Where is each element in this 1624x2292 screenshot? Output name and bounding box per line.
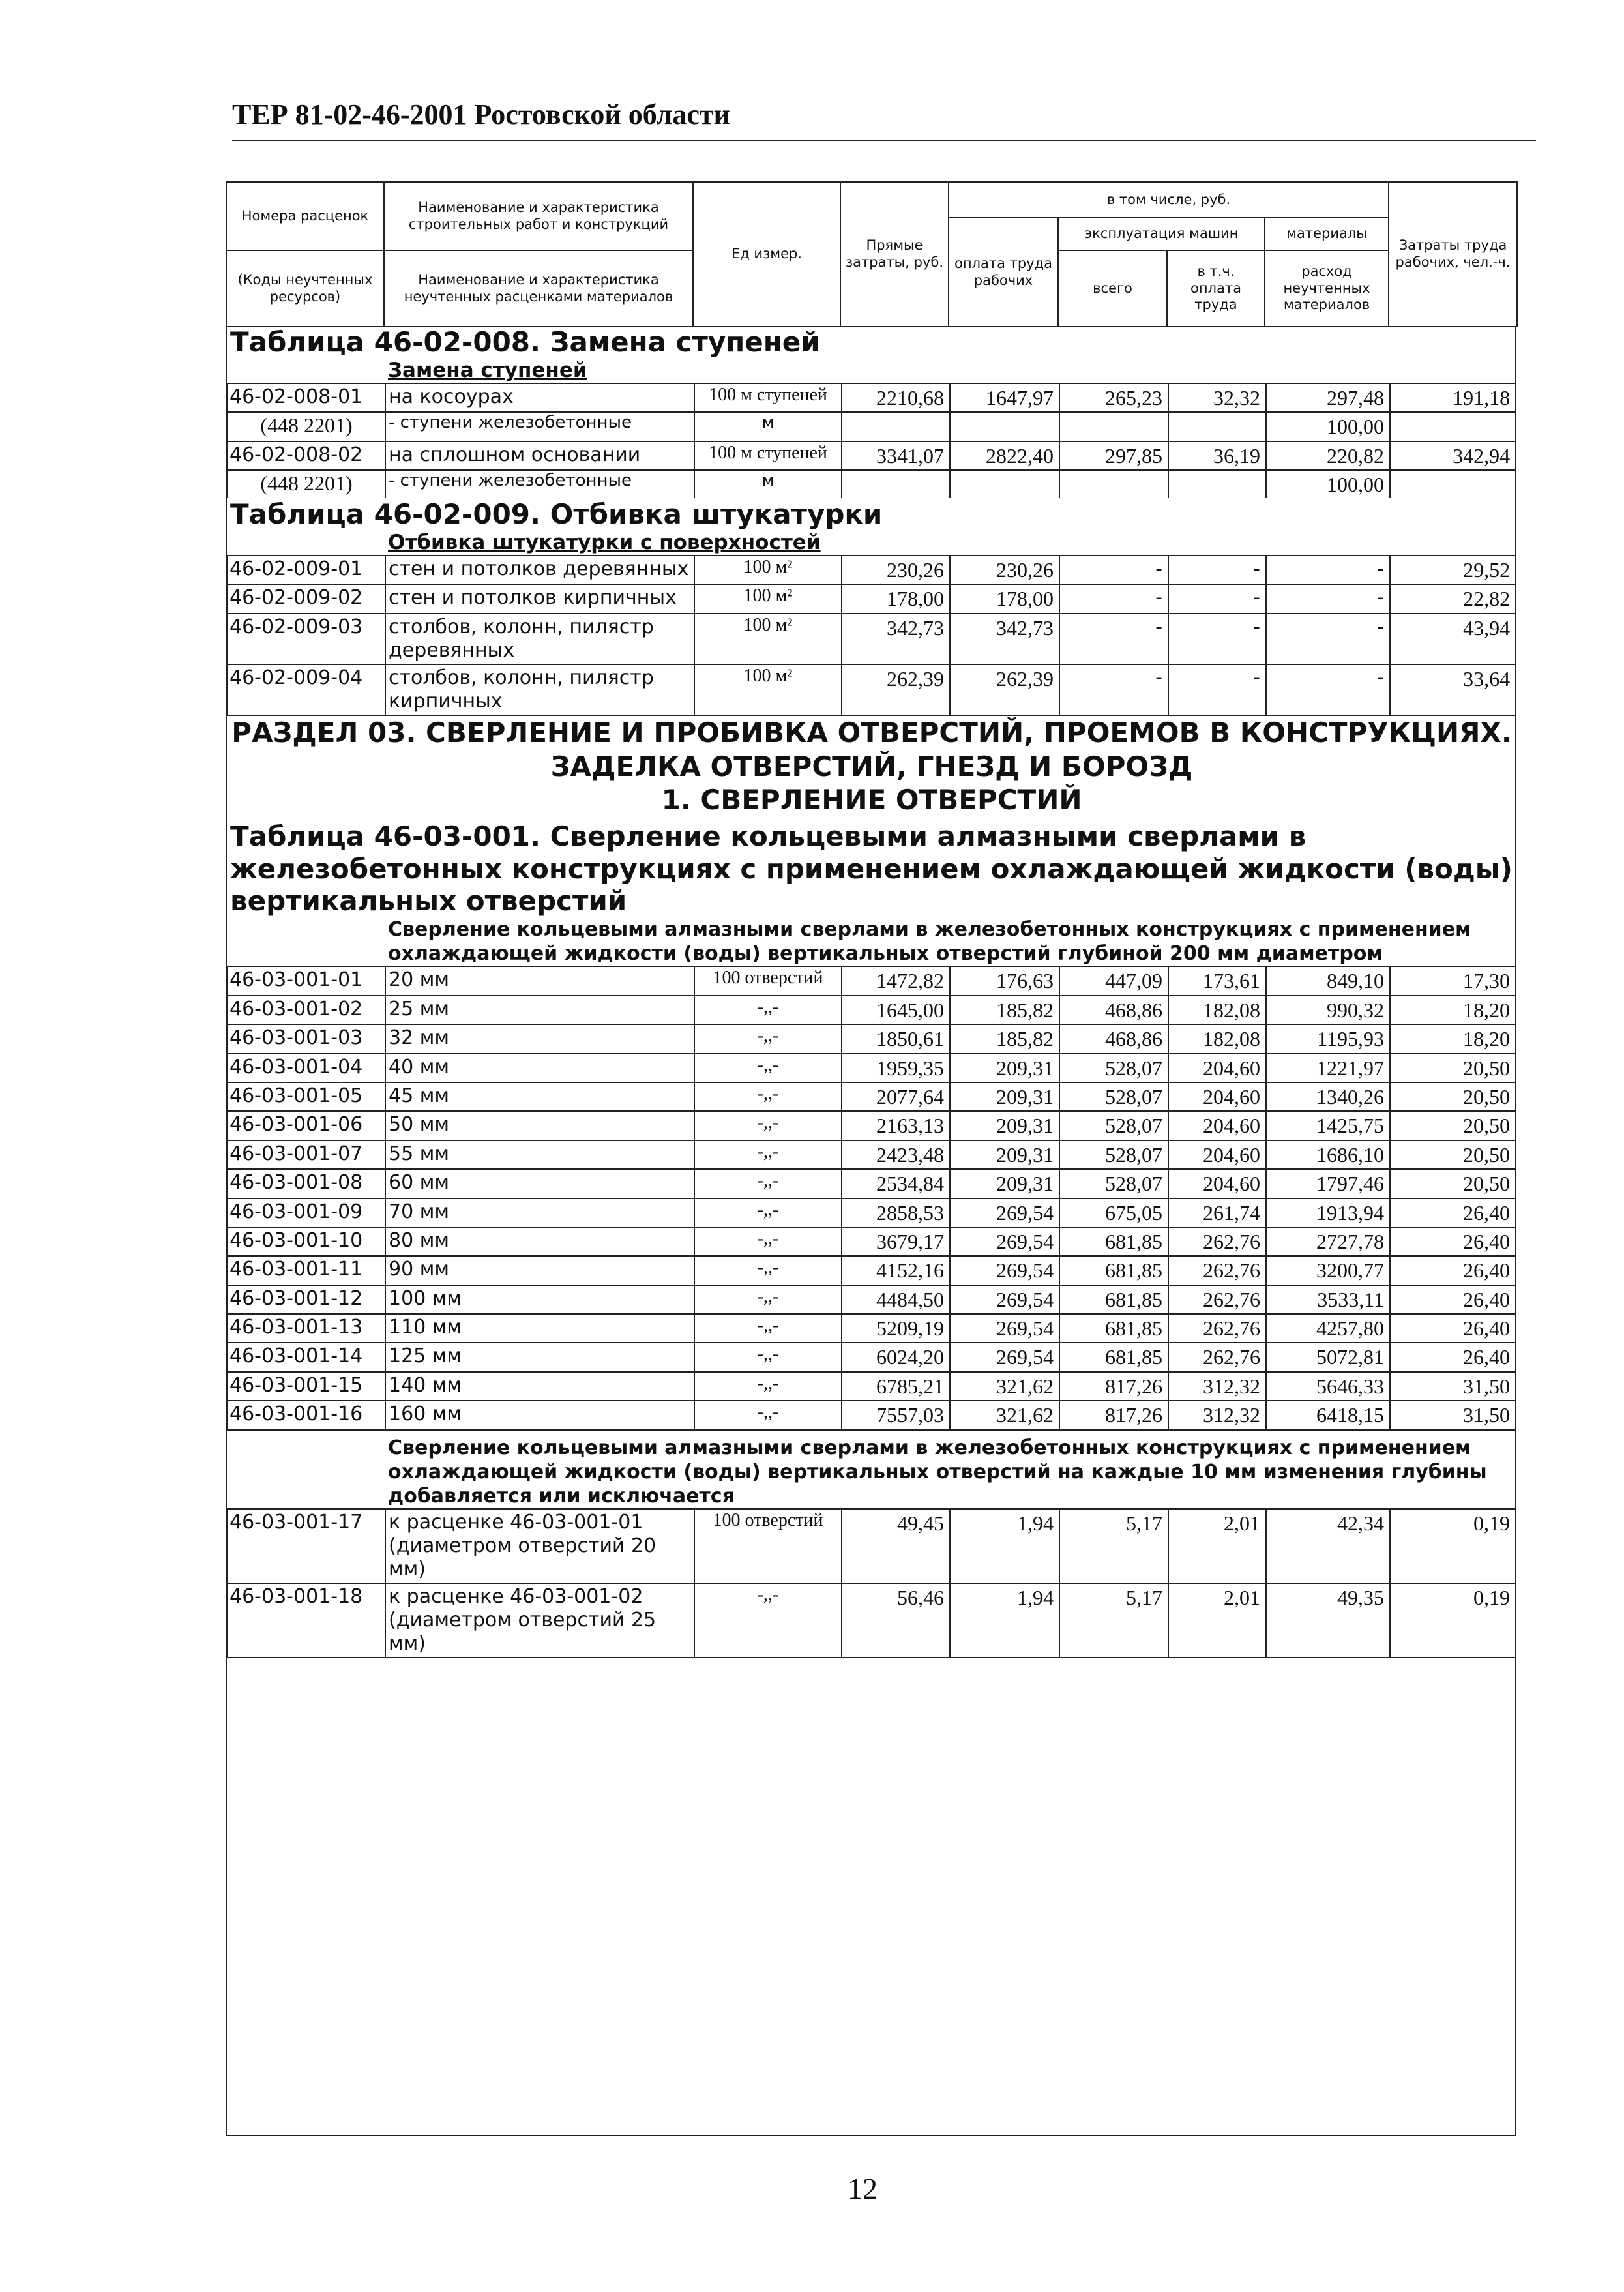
rate-code: 46-03-001-07: [228, 1140, 385, 1169]
rate-unit: 100 м²: [694, 614, 842, 664]
rate-wages: 176,63: [950, 966, 1059, 995]
table-row: [228, 441, 1516, 470]
rate-materials: 42,34: [1266, 1509, 1390, 1583]
table-row: [228, 1082, 1516, 1111]
rates-table: [227, 326, 1516, 966]
table-title-001: Таблица 46-03-001. Сверление кольцевыми алмазными сверлами в железобетонных конструкциях с применением охлаждающей жидкости (воды) вертикальных отверстий: [230, 820, 1513, 917]
header-direct: Прямые затраты, руб.: [840, 182, 949, 327]
rate-materials: -: [1266, 556, 1390, 584]
rate-materials: 1425,75: [1266, 1111, 1390, 1140]
table-group-002: Сверление кольцевыми алмазными сверлами в железобетонных конструкциях с применением охлаждающей жидкости (воды) вертикальных отверстий на каждые 10 мм изменения глубины добавляется или исключается: [388, 1436, 1487, 1508]
rate-machines-wages: 262,76: [1168, 1285, 1266, 1314]
rate-materials: 4257,80: [1266, 1314, 1390, 1343]
rate-machines: 528,07: [1059, 1111, 1168, 1140]
running-head: ТЕР 81-02-46-2001 Ростовской области: [232, 98, 730, 130]
rate-machines-wages: 262,76: [1168, 1256, 1266, 1285]
rate-materials: 5072,81: [1266, 1343, 1390, 1371]
rate-materials: 849,10: [1266, 966, 1390, 995]
chapter-title: 1. СВЕРЛЕНИЕ ОТВЕРСТИЙ: [661, 783, 1082, 816]
rate-unit: -,,-: [694, 1169, 842, 1198]
rate-name: столбов, колонн, пилястр деревянных: [385, 614, 694, 664]
table-row: [228, 996, 1516, 1024]
rate-name: 125 мм: [385, 1343, 694, 1371]
resource-code: (448 2201): [228, 470, 385, 498]
resource-row: [228, 412, 1516, 441]
rate-unit: -,,-: [694, 1285, 842, 1314]
rate-name: 45 мм: [385, 1082, 694, 1111]
table-row: [228, 1140, 1516, 1169]
rate-code: 46-03-001-18: [228, 1583, 385, 1658]
rate-unit: 100 м²: [694, 584, 842, 613]
rate-machines: 468,86: [1059, 996, 1168, 1024]
rate-direct: 4484,50: [842, 1285, 950, 1314]
rate-code: 46-03-001-08: [228, 1169, 385, 1198]
rate-machines-wages: 262,76: [1168, 1227, 1266, 1256]
rate-code: 46-03-001-14: [228, 1343, 385, 1371]
rate-machines: -: [1059, 584, 1168, 613]
table-row: [228, 614, 1516, 664]
rate-name: 60 мм: [385, 1169, 694, 1198]
rate-labor: 20,50: [1390, 1054, 1516, 1082]
rate-unit: -,,-: [694, 1583, 842, 1658]
rate-direct: 2077,64: [842, 1082, 950, 1111]
rate-unit: -,,-: [694, 1082, 842, 1111]
header-name-materials: Наименование и характеристика неучтенных расценками материалов: [384, 250, 693, 327]
rate-wages: 185,82: [950, 996, 1059, 1024]
rates-table-001: [227, 966, 1516, 1658]
rate-wages: 1,94: [950, 1509, 1059, 1583]
table-row: [228, 383, 1516, 412]
rate-materials: -: [1266, 664, 1390, 715]
header-codes: Номера расценок: [226, 182, 384, 250]
rate-direct: 3679,17: [842, 1227, 950, 1256]
rate-labor: 31,50: [1390, 1401, 1516, 1429]
rate-direct: 6785,21: [842, 1372, 950, 1401]
rate-materials: 1686,10: [1266, 1140, 1390, 1169]
rate-direct: 3341,07: [842, 441, 950, 470]
rate-name: 25 мм: [385, 996, 694, 1024]
rate-unit: -,,-: [694, 1314, 842, 1343]
rate-materials: 990,32: [1266, 996, 1390, 1024]
rate-code: 46-03-001-05: [228, 1082, 385, 1111]
rate-machines-wages: -: [1168, 664, 1266, 715]
rate-machines-wages: -: [1168, 614, 1266, 664]
rate-machines-wages: 2,01: [1168, 1583, 1266, 1658]
table-subtitle-009: Отбивка штукатурки с поверхностей: [388, 530, 821, 554]
rate-name: 20 мм: [385, 966, 694, 995]
rate-direct: 49,45: [842, 1509, 950, 1583]
rate-wages: 269,54: [950, 1285, 1059, 1314]
rate-machines: 265,23: [1059, 383, 1168, 412]
header-name: Наименование и характеристика строительных работ и конструкций: [384, 182, 693, 250]
rate-code: 46-03-001-12: [228, 1285, 385, 1314]
rate-labor: 26,40: [1390, 1227, 1516, 1256]
rate-unit: -,,-: [694, 996, 842, 1024]
rate-direct: 178,00: [842, 584, 950, 613]
rate-wages: 2822,40: [950, 441, 1059, 470]
rate-wages: 209,31: [950, 1111, 1059, 1140]
rate-machines-wages: 173,61: [1168, 966, 1266, 995]
rate-name: к расценке 46-03-001-02 (диаметром отверстий 25 мм): [385, 1583, 694, 1658]
table-row: [228, 1285, 1516, 1314]
rate-machines-wages: 32,32: [1168, 383, 1266, 412]
rate-labor: 26,40: [1390, 1285, 1516, 1314]
rate-wages: 209,31: [950, 1054, 1059, 1082]
rate-machines-wages: 262,76: [1168, 1343, 1266, 1371]
rate-materials: 3200,77: [1266, 1256, 1390, 1285]
rate-code: 46-03-001-15: [228, 1372, 385, 1401]
rate-machines: -: [1059, 556, 1168, 584]
rate-direct: 342,73: [842, 614, 950, 664]
rate-direct: 5209,19: [842, 1314, 950, 1343]
rate-direct: 2163,13: [842, 1111, 950, 1140]
rate-machines-wages: 312,32: [1168, 1401, 1266, 1429]
rate-code: 46-03-001-11: [228, 1256, 385, 1285]
resource-amount: 100,00: [1266, 470, 1390, 498]
table-row: [228, 1343, 1516, 1371]
rate-code: 46-02-009-04: [228, 664, 385, 715]
rate-wages: 262,39: [950, 664, 1059, 715]
rate-labor: 20,50: [1390, 1082, 1516, 1111]
table-row: [228, 1227, 1516, 1256]
rate-labor: 33,64: [1390, 664, 1516, 715]
rate-labor: 29,52: [1390, 556, 1516, 584]
header-machines-wages: в т.ч. оплата труда: [1167, 250, 1265, 327]
header-labor: Затраты труда рабочих, чел.-ч.: [1389, 182, 1517, 327]
rate-machines: 681,85: [1059, 1343, 1168, 1371]
rate-machines: 681,85: [1059, 1285, 1168, 1314]
rate-direct: 4152,16: [842, 1256, 950, 1285]
rate-materials: -: [1266, 614, 1390, 664]
rate-materials: 49,35: [1266, 1583, 1390, 1658]
header-unit: Ед измер.: [693, 182, 840, 327]
resource-name: - ступени железобетонные: [385, 412, 694, 441]
rate-code: 46-03-001-01: [228, 966, 385, 995]
rate-name: 70 мм: [385, 1198, 694, 1227]
rate-machines-wages: 204,60: [1168, 1140, 1266, 1169]
rate-materials: 1340,26: [1266, 1082, 1390, 1111]
rate-machines: 468,86: [1059, 1024, 1168, 1053]
header-materials: материалы: [1265, 218, 1389, 250]
resource-row: [228, 470, 1516, 498]
rate-labor: 0,19: [1390, 1509, 1516, 1583]
rate-unit: 100 м²: [694, 556, 842, 584]
rate-wages: 178,00: [950, 584, 1059, 613]
rate-direct: 1850,61: [842, 1024, 950, 1053]
rate-wages: 269,54: [950, 1198, 1059, 1227]
table-subtitle-008: Замена ступеней: [388, 358, 587, 382]
section-title: РАЗДЕЛ 03. СВЕРЛЕНИЕ И ПРОБИВКА ОТВЕРСТИЙ, ПРОЕМОВ В КОНСТРУКЦИЯХ. ЗАДЕЛКА ОТВЕРСТИЙ, ГНЕЗД И БОРОЗД: [231, 716, 1512, 782]
rate-wages: 321,62: [950, 1372, 1059, 1401]
rate-direct: 2534,84: [842, 1169, 950, 1198]
rate-labor: 26,40: [1390, 1343, 1516, 1371]
rate-code: 46-03-001-17: [228, 1509, 385, 1583]
rate-unit: 100 м ступеней: [694, 441, 842, 470]
rate-unit: -,,-: [694, 1024, 842, 1053]
rate-machines-wages: 312,32: [1168, 1372, 1266, 1401]
rate-direct: 2423,48: [842, 1140, 950, 1169]
rate-materials: 297,48: [1266, 383, 1390, 412]
rate-machines: 528,07: [1059, 1140, 1168, 1169]
rate-machines: 5,17: [1059, 1583, 1168, 1658]
rate-code: 46-03-001-04: [228, 1054, 385, 1082]
rate-materials: 1221,97: [1266, 1054, 1390, 1082]
rate-machines: 675,05: [1059, 1198, 1168, 1227]
rate-materials: -: [1266, 584, 1390, 613]
rate-machines-wages: 182,08: [1168, 996, 1266, 1024]
rate-wages: 209,31: [950, 1169, 1059, 1198]
rate-unit: 100 м²: [694, 664, 842, 715]
rate-name: 100 мм: [385, 1285, 694, 1314]
resource-unit: м: [694, 470, 842, 498]
rate-machines-wages: 182,08: [1168, 1024, 1266, 1053]
rate-machines-wages: 204,60: [1168, 1054, 1266, 1082]
table-row: [228, 556, 1516, 584]
rate-labor: 22,82: [1390, 584, 1516, 613]
rate-machines-wages: 204,60: [1168, 1111, 1266, 1140]
rate-unit: -,,-: [694, 1227, 842, 1256]
table-row: [228, 1024, 1516, 1053]
rates-body: [226, 326, 1516, 2136]
rate-wages: 1,94: [950, 1583, 1059, 1658]
rate-code: 46-03-001-02: [228, 996, 385, 1024]
rate-name: 80 мм: [385, 1227, 694, 1256]
rate-wages: 185,82: [950, 1024, 1059, 1053]
rate-materials: 3533,11: [1266, 1285, 1390, 1314]
rate-wages: 269,54: [950, 1227, 1059, 1256]
rate-name: 50 мм: [385, 1111, 694, 1140]
rate-direct: 262,39: [842, 664, 950, 715]
rate-labor: 17,30: [1390, 966, 1516, 995]
rate-labor: 26,40: [1390, 1256, 1516, 1285]
rate-machines: 681,85: [1059, 1314, 1168, 1343]
rate-code: 46-03-001-09: [228, 1198, 385, 1227]
table-row: [228, 966, 1516, 995]
table-row: [228, 1198, 1516, 1227]
rate-code: 46-02-009-02: [228, 584, 385, 613]
table-row: [228, 1169, 1516, 1198]
rate-code: 46-03-001-03: [228, 1024, 385, 1053]
rate-name: 90 мм: [385, 1256, 694, 1285]
rate-labor: 20,50: [1390, 1111, 1516, 1140]
rate-direct: 230,26: [842, 556, 950, 584]
table-row: [228, 1401, 1516, 1429]
rate-code: 46-02-008-02: [228, 441, 385, 470]
resource-unit: м: [694, 412, 842, 441]
rate-machines: 528,07: [1059, 1054, 1168, 1082]
rate-machines-wages: -: [1168, 556, 1266, 584]
rate-name: 160 мм: [385, 1401, 694, 1429]
resource-code: (448 2201): [228, 412, 385, 441]
rate-machines-wages: 204,60: [1168, 1169, 1266, 1198]
table-row: [228, 1054, 1516, 1082]
rate-labor: 31,50: [1390, 1372, 1516, 1401]
rate-direct: 1645,00: [842, 996, 950, 1024]
table-row: [228, 584, 1516, 613]
rate-machines-wages: 2,01: [1168, 1509, 1266, 1583]
page-number: 12: [848, 2172, 878, 2205]
rate-materials: 5646,33: [1266, 1372, 1390, 1401]
table-title-009: Таблица 46-02-009. Отбивка штукатурки: [230, 498, 883, 531]
rate-wages: 269,54: [950, 1314, 1059, 1343]
table-row: [228, 1509, 1516, 1583]
rate-machines: 5,17: [1059, 1509, 1168, 1583]
rate-materials: 220,82: [1266, 441, 1390, 470]
rate-code: 46-03-001-13: [228, 1314, 385, 1343]
rate-unit: -,,-: [694, 1401, 842, 1429]
rate-unit: -,,-: [694, 1111, 842, 1140]
table-row: [228, 1583, 1516, 1658]
rate-materials: 1195,93: [1266, 1024, 1390, 1053]
rate-direct: 7557,03: [842, 1401, 950, 1429]
rate-materials: 1797,46: [1266, 1169, 1390, 1198]
rate-wages: 342,73: [950, 614, 1059, 664]
rate-machines-wages: -: [1168, 584, 1266, 613]
rate-labor: 18,20: [1390, 996, 1516, 1024]
rate-unit: -,,-: [694, 1256, 842, 1285]
rate-machines: 528,07: [1059, 1082, 1168, 1111]
rate-labor: 342,94: [1390, 441, 1516, 470]
rate-direct: 1959,35: [842, 1054, 950, 1082]
rate-name: на сплошном основании: [385, 441, 694, 470]
rate-name: стен и потолков деревянных: [385, 556, 694, 584]
rate-machines: 817,26: [1059, 1372, 1168, 1401]
rate-wages: 209,31: [950, 1140, 1059, 1169]
rate-labor: 43,94: [1390, 614, 1516, 664]
rate-unit: -,,-: [694, 1198, 842, 1227]
rate-name: 40 мм: [385, 1054, 694, 1082]
rate-direct: 2858,53: [842, 1198, 950, 1227]
rate-name: стен и потолков кирпичных: [385, 584, 694, 613]
rate-code: 46-02-009-03: [228, 614, 385, 664]
rate-materials: 6418,15: [1266, 1401, 1390, 1429]
rate-wages: 209,31: [950, 1082, 1059, 1111]
rate-labor: 20,50: [1390, 1169, 1516, 1198]
rate-labor: 191,18: [1390, 383, 1516, 412]
rate-materials: 1913,94: [1266, 1198, 1390, 1227]
table-row: [228, 664, 1516, 715]
rate-name: 55 мм: [385, 1140, 694, 1169]
rate-machines: -: [1059, 614, 1168, 664]
rate-direct: 56,46: [842, 1583, 950, 1658]
rate-labor: 0,19: [1390, 1583, 1516, 1658]
rate-labor: 26,40: [1390, 1198, 1516, 1227]
resource-name: - ступени железобетонные: [385, 470, 694, 498]
header-machines: эксплуатация машин: [1058, 218, 1265, 250]
header-wages: оплата труда рабочих: [949, 218, 1058, 327]
rate-machines: 447,09: [1059, 966, 1168, 995]
rate-direct: 1472,82: [842, 966, 950, 995]
rate-machines: 528,07: [1059, 1169, 1168, 1198]
rate-code: 46-02-008-01: [228, 383, 385, 412]
rate-machines: 817,26: [1059, 1401, 1168, 1429]
rate-unit: 100 отверстий: [694, 1509, 842, 1583]
rate-name: 32 мм: [385, 1024, 694, 1053]
rate-code: 46-02-009-01: [228, 556, 385, 584]
rate-wages: 269,54: [950, 1256, 1059, 1285]
rate-unit: -,,-: [694, 1372, 842, 1401]
rate-labor: 26,40: [1390, 1314, 1516, 1343]
header-including: в том числе, руб.: [949, 182, 1389, 218]
rate-name: к расценке 46-03-001-01 (диаметром отверстий 20 мм): [385, 1509, 694, 1583]
rate-materials: 2727,78: [1266, 1227, 1390, 1256]
rate-code: 46-03-001-10: [228, 1227, 385, 1256]
rate-machines: 681,85: [1059, 1227, 1168, 1256]
table-group-001: Сверление кольцевыми алмазными сверлами в железобетонных конструкциях с применением охлаждающей жидкости (воды) вертикальных отверстий глубиной 200 мм диаметром: [388, 918, 1471, 966]
table-row: [228, 1111, 1516, 1140]
rate-machines-wages: 36,19: [1168, 441, 1266, 470]
rate-unit: -,,-: [694, 1343, 842, 1371]
rate-wages: 321,62: [950, 1401, 1059, 1429]
rate-machines-wages: 261,74: [1168, 1198, 1266, 1227]
rate-name: на косоурах: [385, 383, 694, 412]
rate-machines: -: [1059, 664, 1168, 715]
header-codes-resources: (Коды неучтенных ресурсов): [226, 250, 384, 327]
rate-unit: -,,-: [694, 1054, 842, 1082]
rate-unit: 100 отверстий: [694, 966, 842, 995]
header-rule: [232, 140, 1536, 141]
rate-name: столбов, колонн, пилястр кирпичных: [385, 664, 694, 715]
rate-direct: 2210,68: [842, 383, 950, 412]
rate-code: 46-03-001-06: [228, 1111, 385, 1140]
rate-name: 140 мм: [385, 1372, 694, 1401]
rate-machines: 681,85: [1059, 1256, 1168, 1285]
rate-wages: 269,54: [950, 1343, 1059, 1371]
rate-machines-wages: 262,76: [1168, 1314, 1266, 1343]
rate-machines-wages: 204,60: [1168, 1082, 1266, 1111]
table-row: [228, 1314, 1516, 1343]
rate-unit: -,,-: [694, 1140, 842, 1169]
rate-unit: 100 м ступеней: [694, 383, 842, 412]
table-title-008: Таблица 46-02-008. Замена ступеней: [230, 326, 820, 358]
header-materials-res: расход неучтенных материалов: [1265, 250, 1389, 327]
rate-labor: 18,20: [1390, 1024, 1516, 1053]
table-row: [228, 1372, 1516, 1401]
rate-direct: 6024,20: [842, 1343, 950, 1371]
rate-code: 46-03-001-16: [228, 1401, 385, 1429]
rate-wages: 230,26: [950, 556, 1059, 584]
rate-machines: 297,85: [1059, 441, 1168, 470]
rate-name: 110 мм: [385, 1314, 694, 1343]
resource-amount: 100,00: [1266, 412, 1390, 441]
rate-wages: 1647,97: [950, 383, 1059, 412]
column-header-table: [226, 181, 1518, 327]
header-machines-total: всего: [1058, 250, 1167, 327]
rate-labor: 20,50: [1390, 1140, 1516, 1169]
table-row: [228, 1256, 1516, 1285]
